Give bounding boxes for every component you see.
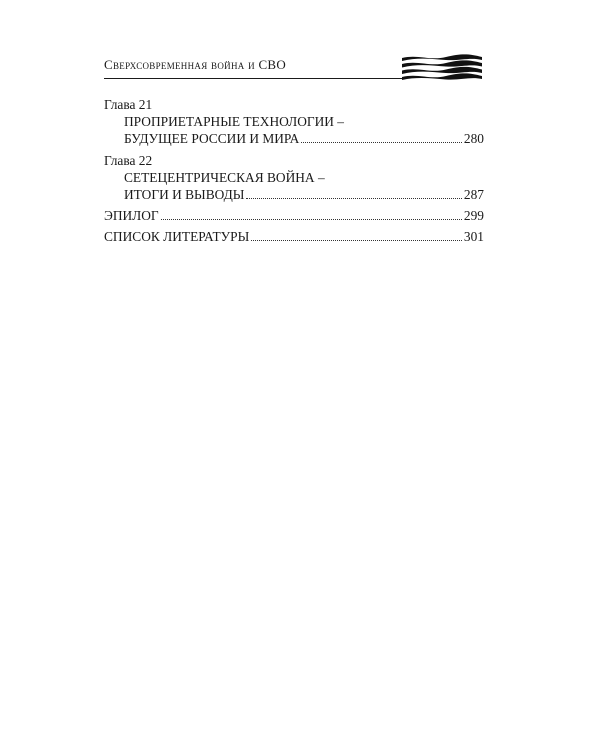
- chapter-title-line: БУДУЩЕЕ РОССИИ И МИРА: [124, 131, 300, 146]
- chapter-title-line: ИТОГИ И ВЫВОДЫ: [124, 187, 245, 202]
- header-rule: [104, 78, 404, 79]
- chapter-title-line: СЕТЕЦЕНТРИЧЕСКАЯ ВОЙНА –: [124, 170, 325, 185]
- ribbon-stripes-icon: [400, 52, 484, 82]
- page-number: 299: [463, 208, 484, 223]
- table-of-contents: [104, 96, 484, 245]
- running-header-title: Сверхсовременная война и СВО: [104, 57, 287, 72]
- dot-leader: [246, 197, 461, 199]
- page-number: 280: [463, 131, 484, 146]
- dot-leader: [251, 239, 462, 241]
- section-title: ЭПИЛОГ: [104, 208, 159, 223]
- running-header: [104, 52, 484, 82]
- page-number: 301: [463, 229, 484, 244]
- chapter-title-line: ПРОПРИЕТАРНЫЕ ТЕХНОЛОГИИ –: [124, 114, 345, 129]
- dot-leader: [161, 218, 462, 220]
- toc-entry-line: [104, 130, 484, 147]
- dot-leader: [301, 141, 462, 143]
- chapter-label: Глава 21: [104, 97, 153, 112]
- page-number: 287: [463, 187, 484, 202]
- toc-entry-bibliography[interactable]: [104, 228, 484, 245]
- toc-entry-chapter-21[interactable]: [104, 96, 484, 147]
- toc-entry-epilogue[interactable]: [104, 207, 484, 224]
- chapter-label: Глава 22: [104, 153, 153, 168]
- toc-entry-chapter-22[interactable]: [104, 152, 484, 203]
- toc-entry-line: [104, 186, 484, 203]
- section-title: СПИСОК ЛИТЕРАТУРЫ: [104, 229, 250, 244]
